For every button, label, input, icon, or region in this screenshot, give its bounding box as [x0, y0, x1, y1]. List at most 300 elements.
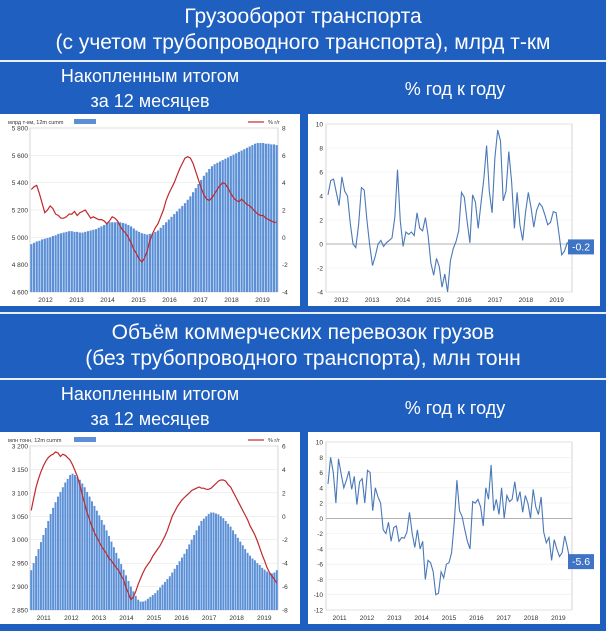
bar	[189, 196, 191, 292]
bar	[57, 234, 59, 292]
y-tick-label: -4	[317, 289, 323, 297]
bar	[198, 526, 200, 610]
yoy-series-line	[328, 457, 570, 594]
x-tick-label: 2016	[162, 297, 177, 304]
bar	[267, 144, 269, 292]
y-tick-label: 6	[319, 169, 323, 177]
bar	[243, 149, 245, 292]
chart-panel-cargo-volume-cumulative	[0, 432, 300, 624]
bar	[196, 530, 198, 610]
bar	[164, 582, 166, 610]
bar	[195, 188, 197, 292]
bar	[179, 561, 181, 610]
bar	[98, 515, 100, 610]
y-tick-label: 6	[319, 470, 323, 478]
bar	[42, 535, 44, 610]
bar	[137, 600, 139, 610]
y-right-tick-label: -4	[282, 560, 288, 568]
bar	[216, 163, 218, 292]
bar	[135, 231, 137, 293]
y-right-tick-label: -2	[282, 537, 288, 545]
bar	[257, 143, 259, 292]
chart-panel-freight-turnover-yoy	[308, 114, 600, 306]
bar	[232, 155, 234, 292]
bar	[160, 228, 162, 292]
legend-bar-swatch	[74, 437, 96, 442]
bar	[138, 232, 140, 292]
bar	[225, 521, 227, 610]
x-tick-label: 2018	[518, 297, 534, 304]
y-tick-label: -2	[317, 265, 323, 273]
bar	[90, 231, 92, 293]
x-tick-label: 2015	[146, 615, 162, 622]
bar	[130, 226, 132, 292]
y-left-tick-label: 4 600	[11, 289, 28, 297]
y-left-tick-label: 5 800	[11, 125, 28, 133]
x-tick-label: 2014	[100, 297, 115, 304]
bar	[125, 575, 127, 610]
bar	[264, 570, 266, 610]
bar	[106, 530, 108, 610]
bar	[50, 514, 52, 610]
bar	[98, 228, 100, 292]
y-right-tick-label: 6	[282, 443, 286, 451]
bar	[113, 547, 115, 610]
bar	[79, 233, 81, 292]
bar	[110, 542, 112, 610]
bar	[259, 565, 261, 610]
bar	[81, 483, 83, 610]
x-tick-label: 2014	[414, 615, 429, 622]
bar	[92, 230, 94, 292]
bar	[247, 553, 249, 610]
y-right-tick-label: 6	[282, 152, 286, 160]
y-right-tick-label: -2	[282, 262, 288, 270]
bar	[220, 516, 222, 610]
x-tick-label: 2018	[523, 615, 539, 622]
bar	[46, 238, 48, 292]
bar	[108, 222, 110, 292]
bar	[47, 521, 49, 610]
y-left-tick-label: 5 200	[11, 207, 28, 215]
chart-panel-cargo-volume-yoy	[308, 432, 600, 624]
bar	[72, 474, 74, 610]
bar	[114, 222, 116, 292]
section-2-right-subtitle: % год к году	[404, 398, 506, 418]
bar	[33, 243, 35, 292]
bar	[276, 145, 278, 292]
x-tick-label: 2013	[91, 615, 107, 622]
bar	[239, 542, 241, 610]
bar	[235, 153, 237, 292]
bar	[183, 554, 185, 610]
bar	[93, 506, 95, 610]
bar	[210, 513, 212, 610]
bar	[173, 214, 175, 292]
bar	[135, 596, 137, 610]
bar	[246, 148, 248, 292]
end-value-label: -5.6	[571, 556, 591, 569]
x-tick-label: 2014	[119, 615, 134, 622]
y-left-tick-label: 2 950	[11, 560, 28, 568]
y-left-tick-label: 5 000	[11, 234, 28, 242]
y-tick-label: 0	[319, 241, 323, 249]
bar	[266, 572, 268, 610]
bar	[222, 518, 224, 610]
bar	[133, 228, 135, 292]
bar	[103, 225, 105, 292]
y-right-tick-label: 0	[282, 234, 286, 242]
x-tick-label: 2017	[193, 297, 208, 304]
bar	[249, 556, 251, 610]
section-1-title-line1: Грузооборот транспорта	[184, 5, 422, 28]
bar	[122, 223, 124, 292]
legend-line-label: % г/г	[268, 438, 280, 444]
plot-frame	[326, 124, 572, 292]
x-tick-label: 2015	[441, 615, 457, 622]
x-tick-label: 2012	[38, 297, 53, 304]
bar	[73, 232, 75, 292]
y-tick-label: -6	[317, 561, 323, 569]
bar	[149, 597, 151, 610]
bar	[205, 516, 207, 610]
bar	[44, 239, 46, 292]
bar	[184, 203, 186, 292]
bar	[159, 588, 161, 610]
bar	[108, 536, 110, 610]
section-2-title	[0, 320, 606, 376]
legend-line-label: % г/г	[268, 120, 280, 126]
bar	[269, 573, 271, 610]
bar	[63, 233, 65, 292]
bar	[188, 544, 190, 610]
bar	[45, 528, 47, 610]
y-left-tick-label: 4 800	[11, 262, 28, 270]
bar	[244, 549, 246, 610]
bar	[227, 157, 229, 292]
bar	[271, 573, 273, 610]
y-right-tick-label: 4	[282, 466, 286, 474]
bar	[211, 166, 213, 292]
bar	[55, 502, 57, 610]
section-1-title	[0, 4, 606, 58]
bar	[242, 545, 244, 610]
bar	[200, 521, 202, 610]
y-right-tick-label: 2	[282, 207, 286, 215]
x-tick-label: 2018	[229, 615, 244, 622]
y-tick-label: 0	[319, 515, 323, 523]
y-left-tick-label: 3 150	[11, 466, 28, 474]
bar	[69, 475, 71, 610]
bar	[273, 144, 275, 292]
bar	[76, 477, 78, 610]
y-tick-label: 4	[319, 193, 323, 201]
y-right-tick-label: 4	[282, 180, 286, 188]
y-tick-label: 10	[315, 439, 323, 447]
bar	[168, 220, 170, 292]
bar	[118, 558, 120, 610]
bar	[217, 514, 219, 610]
divider	[0, 60, 606, 62]
bar	[52, 236, 54, 292]
bar	[234, 534, 236, 610]
bar	[176, 211, 178, 292]
section-2-title-line2: (без трубопроводного транспорта), млн тонн	[85, 347, 521, 370]
y-tick-label: -2	[317, 531, 323, 539]
bar	[181, 206, 183, 292]
bar	[241, 151, 243, 292]
legend-bar-swatch	[74, 119, 96, 124]
chart-panel-freight-turnover-cumulative	[0, 114, 300, 306]
bar	[251, 145, 253, 292]
bar	[62, 487, 64, 610]
bar	[254, 144, 256, 292]
bar	[30, 570, 32, 610]
bar	[33, 563, 35, 610]
bar	[101, 520, 103, 610]
bar	[38, 241, 40, 292]
bar	[117, 222, 119, 292]
bar	[157, 231, 159, 293]
bar	[64, 483, 66, 610]
bar	[81, 233, 83, 292]
bar	[254, 560, 256, 610]
chart-freight-turnover-yoy	[308, 114, 600, 306]
bar	[106, 224, 108, 292]
bar	[147, 599, 149, 610]
y-tick-label: -12	[313, 607, 323, 615]
bar	[49, 237, 51, 292]
bar	[123, 570, 125, 610]
y-right-tick-label: -6	[282, 584, 288, 592]
bar	[171, 573, 173, 610]
y-tick-label: 10	[315, 121, 323, 129]
bar	[57, 497, 59, 610]
x-tick-label: 2016	[174, 615, 189, 622]
y-tick-label: -4	[317, 546, 323, 554]
bar	[79, 480, 81, 610]
bar	[176, 565, 178, 610]
bar	[30, 244, 32, 292]
bar	[76, 232, 78, 292]
x-tick-label: 2016	[469, 615, 484, 622]
bar	[187, 200, 189, 292]
bar	[59, 492, 61, 610]
bar	[186, 549, 188, 610]
bar	[262, 143, 264, 292]
bar	[165, 222, 167, 292]
bar	[230, 527, 232, 610]
y-left-tick-label: 3 200	[11, 443, 28, 451]
bar	[40, 542, 42, 610]
chart-freight-turnover-cumulative	[0, 114, 300, 306]
section-1-left-subtitle-line2: за 12 месяцев	[90, 91, 210, 111]
y-tick-label: 8	[319, 145, 323, 153]
y-right-tick-label: -4	[282, 289, 288, 297]
bar	[154, 593, 156, 610]
bar	[41, 239, 43, 292]
bar	[162, 225, 164, 292]
x-tick-label: 2019	[256, 615, 272, 622]
bar	[38, 549, 40, 610]
bar	[214, 164, 216, 292]
legend-bar-label: млрд т-км, 12m cumm	[8, 120, 64, 126]
bar	[84, 232, 86, 292]
chart-cargo-volume-cumulative	[0, 432, 300, 624]
bar	[203, 519, 205, 610]
section-1-left-subtitle	[0, 64, 300, 114]
x-tick-label: 2013	[69, 297, 84, 304]
y-left-tick-label: 3 050	[11, 513, 28, 521]
section-1-left-subtitle-line1: Накопленным итогом	[60, 66, 240, 86]
bar	[87, 231, 89, 292]
y-left-tick-label: 2 850	[11, 607, 28, 615]
bar	[74, 475, 76, 610]
bar	[232, 530, 234, 610]
y-tick-label: 2	[319, 500, 323, 508]
x-tick-label: 2011	[332, 615, 347, 622]
bar	[152, 595, 154, 610]
bar	[95, 229, 97, 292]
y-tick-label: 4	[319, 485, 323, 493]
y-tick-label: 2	[319, 217, 323, 225]
legend-bar-label: млн тонн, 12m cumm	[8, 438, 62, 444]
y-tick-label: -10	[313, 592, 323, 600]
bar	[67, 479, 69, 610]
x-tick-label: 2017	[487, 297, 503, 304]
bar	[36, 241, 38, 292]
bar	[103, 525, 105, 610]
bar	[179, 209, 181, 292]
bar	[215, 513, 217, 610]
x-tick-label: 2018	[224, 297, 239, 304]
divider	[0, 312, 606, 314]
bar	[146, 235, 148, 292]
y-right-tick-label: 2	[282, 490, 286, 498]
bar	[143, 234, 145, 292]
bar	[222, 160, 224, 292]
bar	[120, 564, 122, 610]
bar	[256, 563, 258, 610]
y-left-tick-label: 5 400	[11, 180, 28, 188]
x-tick-label: 2015	[131, 297, 146, 304]
bar	[140, 602, 142, 610]
x-tick-label: 2019	[255, 297, 270, 304]
bar	[60, 233, 62, 292]
x-tick-label: 2012	[64, 615, 79, 622]
y-right-tick-label: 0	[282, 513, 286, 521]
bar	[208, 514, 210, 610]
bar	[145, 601, 147, 610]
bar	[249, 146, 251, 292]
bar	[55, 235, 57, 292]
y-left-tick-label: 5 600	[11, 152, 28, 160]
y-left-tick-label: 3 000	[11, 537, 28, 545]
section-2-title-line1: Объём коммерческих перевозок грузов	[111, 321, 495, 344]
chart-cargo-volume-yoy	[308, 432, 600, 624]
bar	[238, 152, 240, 292]
bar	[237, 538, 239, 610]
bar	[200, 180, 202, 292]
y-left-tick-label: 3 100	[11, 490, 28, 498]
bar	[35, 556, 37, 610]
bar	[119, 222, 121, 292]
bar	[154, 232, 156, 292]
bar	[162, 585, 164, 610]
bar	[169, 576, 171, 610]
bar	[115, 553, 117, 610]
bar	[181, 558, 183, 610]
end-value-label: -0.2	[571, 241, 591, 254]
bar	[224, 159, 226, 292]
bar	[205, 172, 207, 292]
bar	[152, 233, 154, 292]
x-tick-label: 2013	[387, 615, 402, 622]
x-tick-label: 2017	[201, 615, 217, 622]
bar	[111, 222, 113, 292]
bar	[219, 161, 221, 292]
x-tick-label: 2019	[551, 615, 566, 622]
x-tick-label: 2012	[359, 615, 375, 622]
bar	[170, 217, 172, 292]
x-tick-label: 2013	[364, 297, 380, 304]
bar	[270, 144, 272, 292]
bar	[89, 497, 91, 610]
bar	[52, 508, 54, 610]
bar	[213, 513, 215, 610]
section-2-left-subtitle	[0, 382, 300, 432]
bar	[192, 192, 194, 292]
bar	[208, 169, 210, 292]
section-2-left-subtitle-line2: за 12 месяцев	[90, 409, 210, 429]
bar	[276, 570, 278, 610]
bar	[166, 579, 168, 610]
divider	[0, 378, 606, 380]
bar	[65, 232, 67, 292]
x-tick-label: 2012	[334, 297, 349, 304]
y-right-tick-label: 8	[282, 125, 286, 133]
x-tick-label: 2017	[496, 615, 511, 622]
bar	[259, 143, 261, 292]
section-2-left-subtitle-line1: Накопленным итогом	[60, 384, 240, 404]
bar	[251, 558, 253, 610]
section-1-right-subtitle: % год к году	[404, 79, 506, 99]
bar	[96, 511, 98, 610]
bar	[71, 231, 73, 292]
x-tick-label: 2015	[426, 297, 441, 304]
bar	[197, 184, 199, 292]
bar	[174, 569, 176, 610]
bar	[193, 535, 195, 610]
bar	[142, 602, 144, 610]
bar	[91, 501, 93, 610]
bar	[261, 568, 263, 610]
bar	[68, 231, 70, 292]
y-left-tick-label: 2 900	[11, 584, 28, 592]
x-tick-label: 2019	[549, 297, 564, 304]
x-tick-label: 2014	[395, 297, 411, 304]
y-tick-label: -8	[317, 576, 323, 584]
y-tick-label: 8	[319, 454, 323, 462]
bar	[227, 524, 229, 610]
bar	[230, 156, 232, 292]
x-tick-label: 2011	[36, 615, 51, 622]
x-tick-label: 2016	[457, 297, 472, 304]
section-1-title-line2: (с учетом трубопроводного транспорта), млрд т-км	[55, 31, 551, 54]
bar	[100, 226, 102, 292]
bar	[157, 590, 159, 610]
bar	[191, 540, 193, 610]
